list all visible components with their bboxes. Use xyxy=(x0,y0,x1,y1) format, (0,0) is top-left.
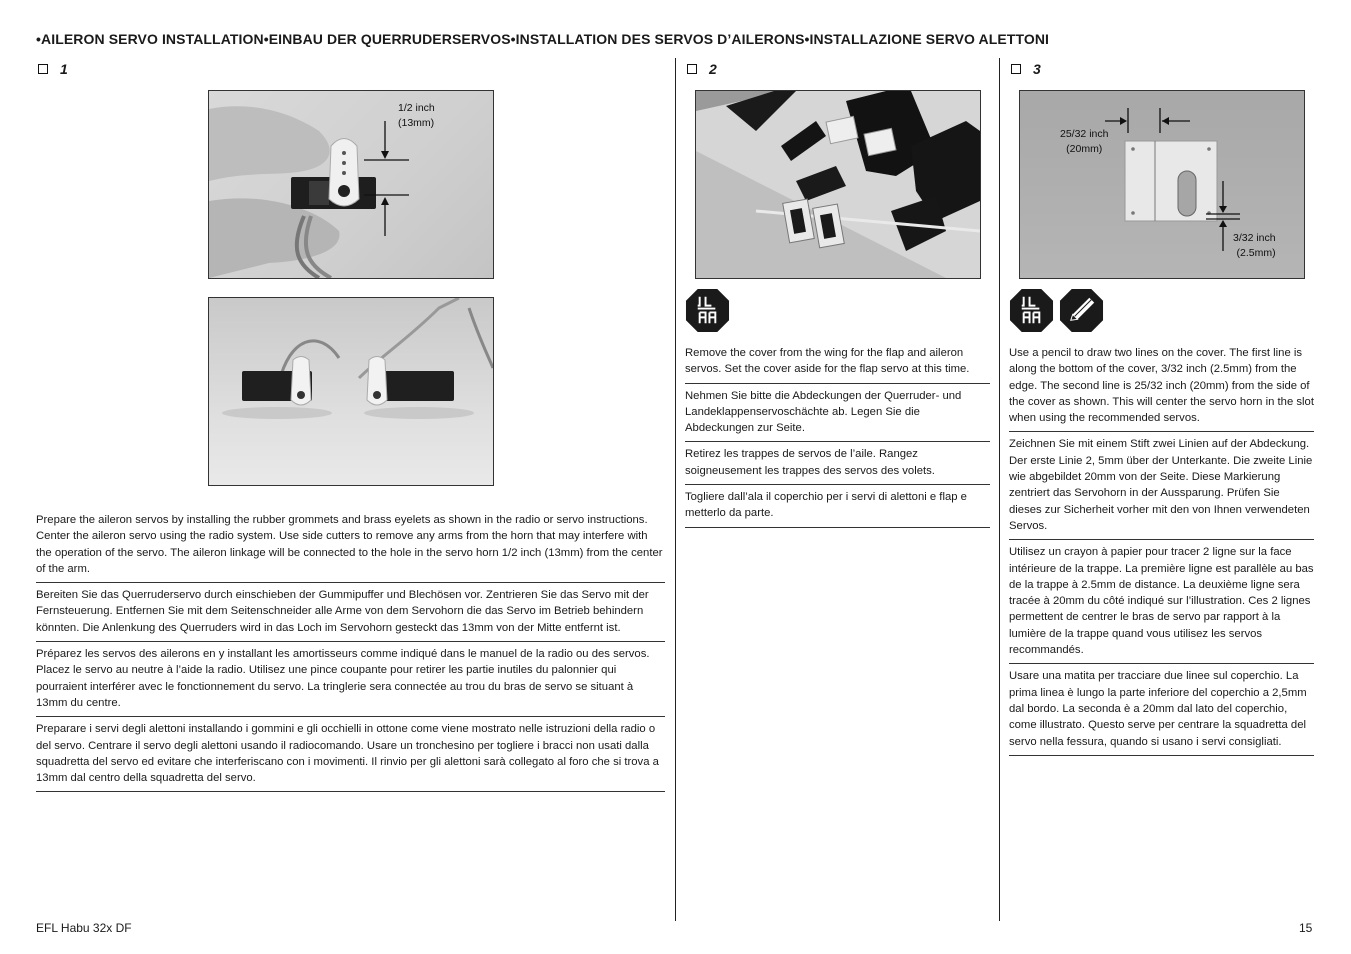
text-french: Utilisez un crayon à papier pour tracer 2 ligne sur la face intérieure de la trappe. La première ligne est parallèle au bas de la trappe à 2.5mm de distance. La deuxième ligne sera tracée à 20mm du côté indiqué sur l’illustration. Ces 2 lignes permettent de centrer le bras de servo par rapport à la lumière de la trappe quand vous utilisez les servos recommandés. xyxy=(1009,544,1314,664)
step-number: 3 xyxy=(1033,61,1041,77)
checkbox-icon[interactable] xyxy=(38,64,48,74)
step-2-heading xyxy=(687,61,717,77)
text-english: Remove the cover from the wing for the flap and aileron servos. Set the cover aside for the flap servo at this time. xyxy=(685,345,990,384)
text-french: Préparez les servos des ailerons en y installant les amortisseurs comme indiqué dans le manuel de la radio ou des servos. Placez le servo au neutre à l’aide la radio. Utilisez une pince coupante pour retirer les partie inutiles du palonnier qui pourraient interférer avec le fonctionnement du servo. La tringlerie sera connectée au trou du bras de servo se situant à 13mm du centre. xyxy=(36,646,665,717)
measure-label-13mm: 1/2 inch (13mm) xyxy=(398,102,435,129)
pencil-icon xyxy=(1059,288,1104,333)
jr-logo-icon xyxy=(685,288,730,333)
step-1-heading xyxy=(38,61,68,77)
text-german: Bereiten Sie das Querruderservo durch einschieben der Gummipuffer und Blechösen vor. Zentrieren Sie das Servo mit der Fernsteuerung. Entfernen Sie mit dem Seitenschneider alle Arme von dem Servohorn die das Servo im Betrieb behindern könnten. Die Anlenkung des Querruders wird in das Loch im Servohorn gesteckt das 13mm von der Mitte entfernt ist. xyxy=(36,587,665,642)
step-2-text xyxy=(685,345,990,528)
text-german: Zeichnen Sie mit einem Stift zwei Linien auf der Abdeckung. Der erste Linie 2, 5mm über der Unterkante. Die zweite Linie wie abgebildet 20mm von der Seite. Diese Markierung zentriert das Servohorn in der Aussparung. Prüfen Sie dieses zur Sicherheit vorher mit den von Ihnen verwendeten Servos. xyxy=(1009,436,1314,540)
text-italian: Preparare i servi degli alettoni installando i gommini e gli occhielli in ottone come viene mostrato nelle istruzioni della radio o del servo. Centrare il servo degli alettoni usando il radiocomando. Usare un tronchesino per togliere i bracci non usati dalla squadretta del servo ed evitare che interferiscano con i movimenti. Il rinvio per gli alettoni sarà collegato al foro che si trova a 13mm dal centro della squadretta del servo. xyxy=(36,721,665,792)
text-italian: Togliere dall’ala il coperchio per i servi di alettoni e flap e metterlo da parte. xyxy=(685,489,990,528)
step-number: 2 xyxy=(709,61,717,77)
page-title: •AILERON SERVO INSTALLATION•EINBAU DER QUERRUDERSERVOS•INSTALLATION DES SERVOS D’AILERONS•INSTALLAZIONE SERVO ALETTONI xyxy=(36,31,1050,47)
wing-cover-photo xyxy=(695,90,981,279)
checkbox-icon[interactable] xyxy=(687,64,697,74)
page-number: 15 xyxy=(1299,921,1313,935)
column-divider-1 xyxy=(675,58,676,921)
text-italian: Usare una matita per tracciare due linee sul coperchio. La prima linea è lungo la parte inferiore del coperchio a 2,5mm dal bordo. La seconda è a 20mm dal lato del coperchio, come illustrato. Questo serve per centrare la squadretta del servo nella fessura, quando si usano i servi consigliati. xyxy=(1009,668,1314,755)
step-3-heading xyxy=(1011,61,1041,77)
footer-title: EFL Habu 32x DF xyxy=(36,921,132,935)
text-german: Nehmen Sie bitte die Abdeckungen der Querruder- und Landeklappenservoschächte ab. Legen Sie die Abdeckungen zur Seite. xyxy=(685,388,990,443)
text-english: Prepare the aileron servos by installing the rubber grommets and brass eyelets as shown in the radio or servo instructions. Center the aileron servo using the radio system. Use side cutters to remove any arms from the horn that may interfere with the operation of the servo. The aileron linkage will be connected to the hole in the servo horn 1/2 inch (13mm) from the center of the arm. xyxy=(36,512,665,583)
servo-horn-photo xyxy=(208,90,494,279)
column-divider-2 xyxy=(999,58,1000,921)
checkbox-icon[interactable] xyxy=(1011,64,1021,74)
cover-marking-photo xyxy=(1019,90,1305,279)
measure-label-20mm: 25/32 inch (20mm) xyxy=(1060,128,1109,155)
step-3-text xyxy=(1009,345,1314,756)
jr-logo-icon xyxy=(1009,288,1054,333)
step-number: 1 xyxy=(60,61,68,77)
text-french: Retirez les trappes de servos de l’aile. Rangez soigneusement les trappes des servos des volets. xyxy=(685,446,990,485)
measure-label-2-5mm: 3/32 inch (2.5mm) xyxy=(1233,232,1276,259)
step-1-text xyxy=(36,512,665,792)
two-servos-photo xyxy=(208,297,494,486)
text-english: Use a pencil to draw two lines on the cover. The first line is along the bottom of the cover, 3/32 inch (2.5mm) from the edge. The second line is 25/32 inch (20mm) from the side of the cover as shown. This will center the servo horn in the slot when using the recommended servos. xyxy=(1009,345,1314,432)
